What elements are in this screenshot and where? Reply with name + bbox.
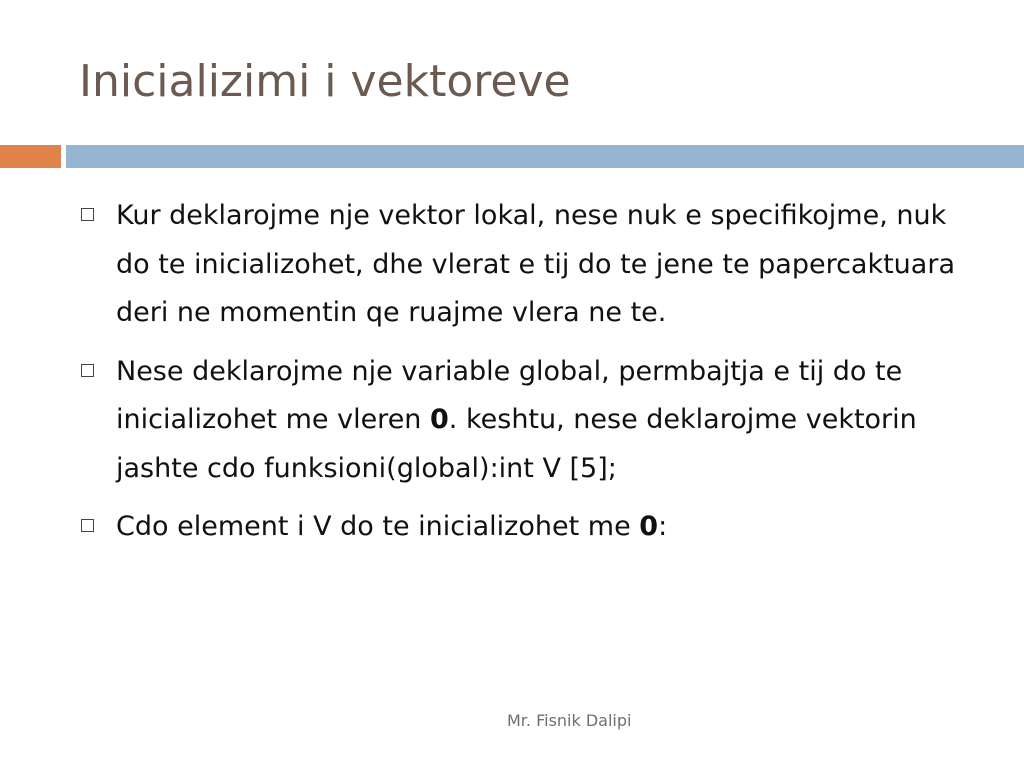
bullet-list (78, 192, 983, 562)
bullet-text-segment: . keshtu, nese deklarojme vektorin jashte cdo funksioni(global):int V [5]; (116, 404, 917, 484)
bullet-item (78, 503, 983, 552)
bullet-text-segment: Nese deklarojme nje variable global, permbajtja e tij do te inicializohet me vleren (116, 355, 903, 435)
bullet-text (116, 511, 667, 542)
slide-footer: Mr. Fisnik Dalipi (507, 711, 632, 730)
hollow-square-bullet-icon (81, 208, 94, 221)
hollow-square-bullet-icon (81, 519, 94, 532)
bold-value: 0 (430, 404, 449, 435)
bullet-text (116, 356, 917, 484)
hollow-square-bullet-icon (81, 364, 94, 377)
bullet-item (78, 348, 983, 494)
bold-value: 0 (639, 511, 659, 542)
title-accent-bar (0, 145, 61, 168)
slide-title: Inicializimi i vektoreve (79, 56, 571, 107)
bullet-text-segment: : (658, 511, 668, 542)
title-divider-bar (66, 145, 1024, 168)
bullet-item (78, 192, 983, 338)
bullet-text: Kur deklarojme nje vektor lokal, nese nuk e specifikojme, nuk do te inicializohet, dhe vlerat e tij do te jene te papercaktuara deri ne momentin qe ruajme vlera ne te. (116, 200, 955, 328)
bullet-text-segment: Cdo element i V do te inicializohet me (116, 511, 640, 542)
